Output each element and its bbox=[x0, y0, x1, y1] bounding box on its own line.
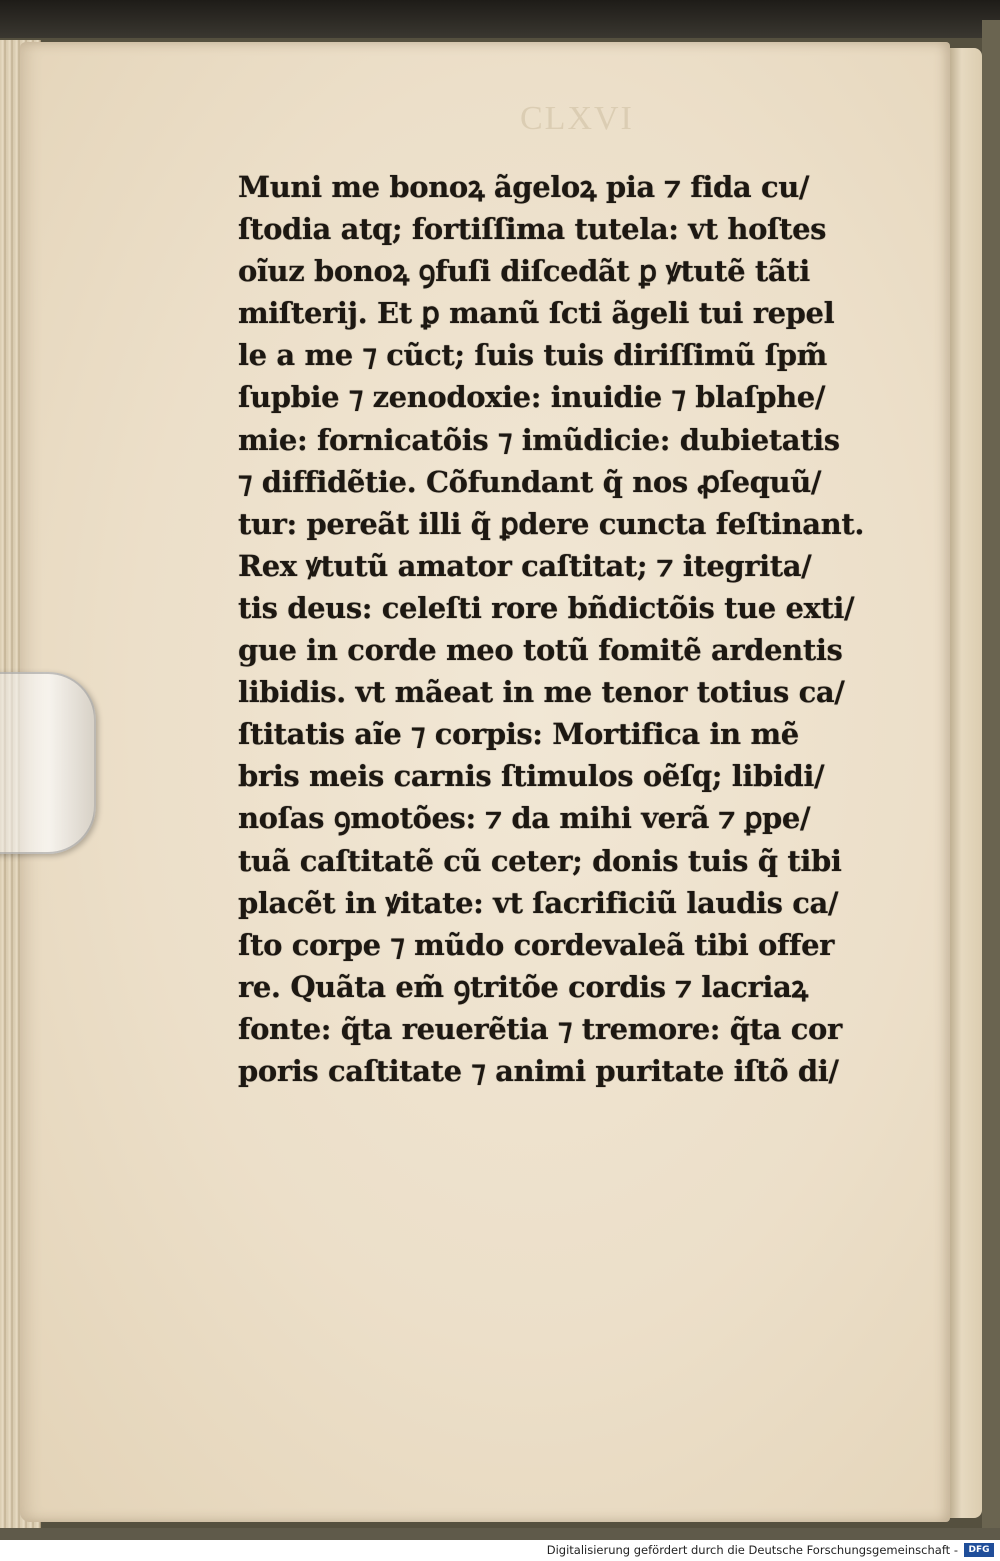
background-bottom bbox=[0, 1528, 1000, 1540]
text-line: fonte: q̃ta reuerẽtia ⁊ tremore: q̃ta cor bbox=[238, 1011, 842, 1046]
text-line: poris caſtitate ⁊ animi puritate iſtõ di/ bbox=[238, 1053, 839, 1088]
text-line: ſtitatis aĩe ⁊ corpis: Mortifica in mẽ bbox=[238, 717, 799, 752]
text-line: ⁊ diffidẽtie. Cõfundant q̃ nos ꝓſequũ/ bbox=[238, 464, 822, 499]
text-line: mie: fornicatõis ⁊ imũdicie: dubietatis bbox=[238, 422, 840, 457]
text-line: noſas ꝯmotões: ⁊ da mihi verã ⁊ ꝑpe/ bbox=[238, 801, 811, 836]
text-line: tis deus: celeſti rore bñdictõis tue exti/ bbox=[238, 590, 855, 625]
page-clip bbox=[0, 672, 96, 854]
text-line: tur: pereãt illi q̃ ꝑdere cuncta feſtinant. bbox=[238, 506, 865, 541]
text-line: ſtodia atq; fortiſſima tutela: vt hoſtes bbox=[238, 212, 827, 247]
facing-page-edge bbox=[948, 48, 982, 1518]
text-line: oĩuz bonoꝝ ꝯfuſi diſcedãt ꝑ ꝟtutẽ tãti bbox=[238, 254, 810, 289]
page-text bbox=[238, 166, 908, 1092]
text-line: miſterij. Et ꝑ manũ ſcti ãgeli tui repel bbox=[238, 296, 835, 331]
credit-bar bbox=[0, 1540, 1000, 1561]
text-line: Rex ꝟtutũ amator caſtitat; ⁊ itegrita/ bbox=[238, 548, 812, 583]
text-line: ſto corpe ⁊ mũdo cordevaleã tibi offer bbox=[238, 927, 835, 962]
background-top bbox=[0, 0, 1000, 38]
text-line: gue in corde meo totũ fomitẽ ardentis bbox=[238, 633, 843, 668]
folio-number: CLXVI bbox=[520, 100, 634, 137]
text-line: re. Quãta em̃ ꝯtritõe cordis ⁊ lacriaꝝ bbox=[238, 969, 808, 1004]
dfg-credit-text: Digitalisierung gefördert durch die Deutsche Forschungsgemeinschaft - bbox=[546, 1543, 958, 1557]
text-line: tuã caſtitatẽ cũ ceter; donis tuis q̃ tibi bbox=[238, 843, 842, 878]
text-line: Muni me bonoꝝ ãgeloꝝ pia ⁊ fida cu/ bbox=[238, 170, 810, 204]
text-line: placẽt in ꝟitate: vt ſacrificiũ laudis ca/ bbox=[238, 885, 839, 920]
text-line: bris meis carnis ſtimulos oẽſq; libidi/ bbox=[238, 759, 825, 794]
text-line: ſupbie ⁊ zenodoxie: inuidie ⁊ blaſphe/ bbox=[238, 380, 826, 415]
dfg-logo-icon: DFG bbox=[964, 1543, 994, 1557]
text-line: libidis. vt mãeat in me tenor totius ca/ bbox=[238, 675, 845, 710]
background-right bbox=[982, 20, 1000, 1530]
text-line: le a me ⁊ cũct; ſuis tuis diriſſimũ ſpm̃ bbox=[238, 338, 827, 373]
